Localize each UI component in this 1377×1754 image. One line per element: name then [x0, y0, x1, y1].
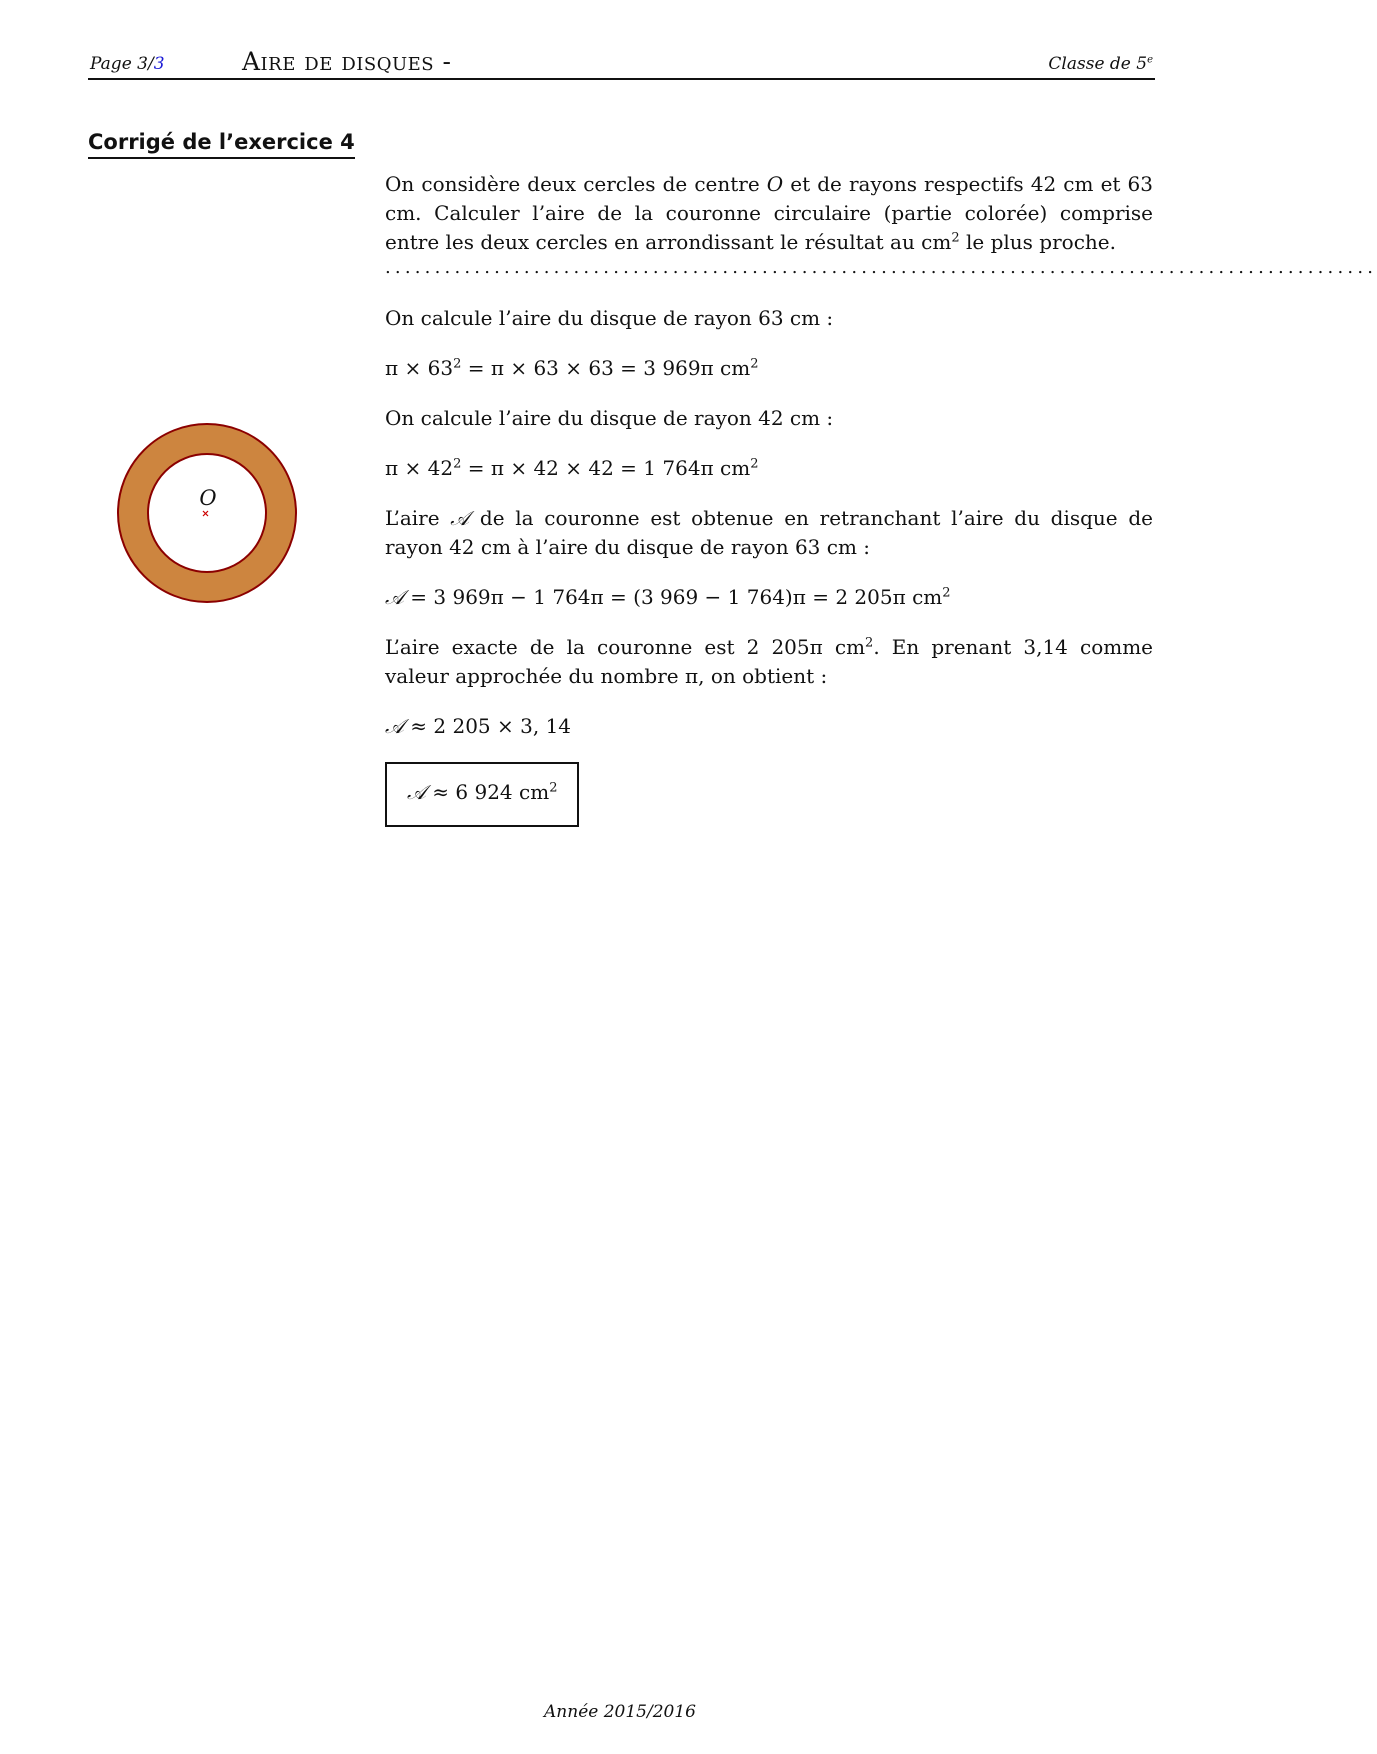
step-3-equation: 𝒜 = 3 969π − 1 764π = (3 969 − 1 764)π = 2 205π $cm^2$: [385, 585, 951, 609]
exercise-content: [385, 170, 1377, 827]
step-1-text: On calcule l’aire du disque de rayon 63 cm :: [385, 306, 834, 330]
inner-circle: [148, 454, 266, 572]
class-label: Classe de 5e: [1048, 54, 1153, 74]
center-label: O: [199, 486, 217, 510]
page-number: Page 3/3: [90, 54, 165, 74]
page-header: [88, 48, 1155, 80]
step-4-text: L’aire exacte de la couronne est 2 205π $cm^2$. En prenant 3,14 comme valeur approchée du nombre π, on obtient :: [385, 635, 1153, 688]
step-2-text: On calcule l’aire du disque de rayon 42 cm :: [385, 406, 834, 430]
page-total-link[interactable]: 3: [153, 54, 165, 74]
exercise-statement: On considère deux cercles de centre O et de rayons respectifs 42 cm et 63 cm. Calculer l’aire de la couronne circulaire (partie colorée) comprise entre les deux cercles en arrondissant le résultat au $cm^2$ le plus proche.: [385, 172, 1153, 254]
step-2-equation: $\pi \times 42^2 = \pi \times 42 \times 42 = 1$ 764π $cm^2$: [385, 456, 759, 480]
center-mark: [203, 511, 208, 516]
document-title: Aire de disques -: [242, 47, 452, 76]
final-answer-box: 𝒜 ≈ 6 924 $cm^2$: [385, 762, 579, 827]
approx-equation: 𝒜 ≈ 2 205 × 3, 14: [385, 714, 572, 738]
page-footer: Année 2015/2016: [544, 1702, 696, 1722]
answer-dots: ....................................................................................................: [385, 257, 1377, 278]
section-title: Corrigé de l’exercice 4: [88, 130, 355, 159]
ring-figure: [112, 418, 302, 608]
step-3-text: L’aire 𝒜 de la couronne est obtenue en retranchant l’aire du disque de rayon 42 cm à l’aire du disque de rayon 63 cm :: [385, 506, 1153, 559]
step-1-equation: $\pi \times 63^2 = \pi \times 63 \times 63 = 3$ 969π $cm^2$: [385, 356, 759, 380]
ring-diagram: [112, 418, 302, 608]
